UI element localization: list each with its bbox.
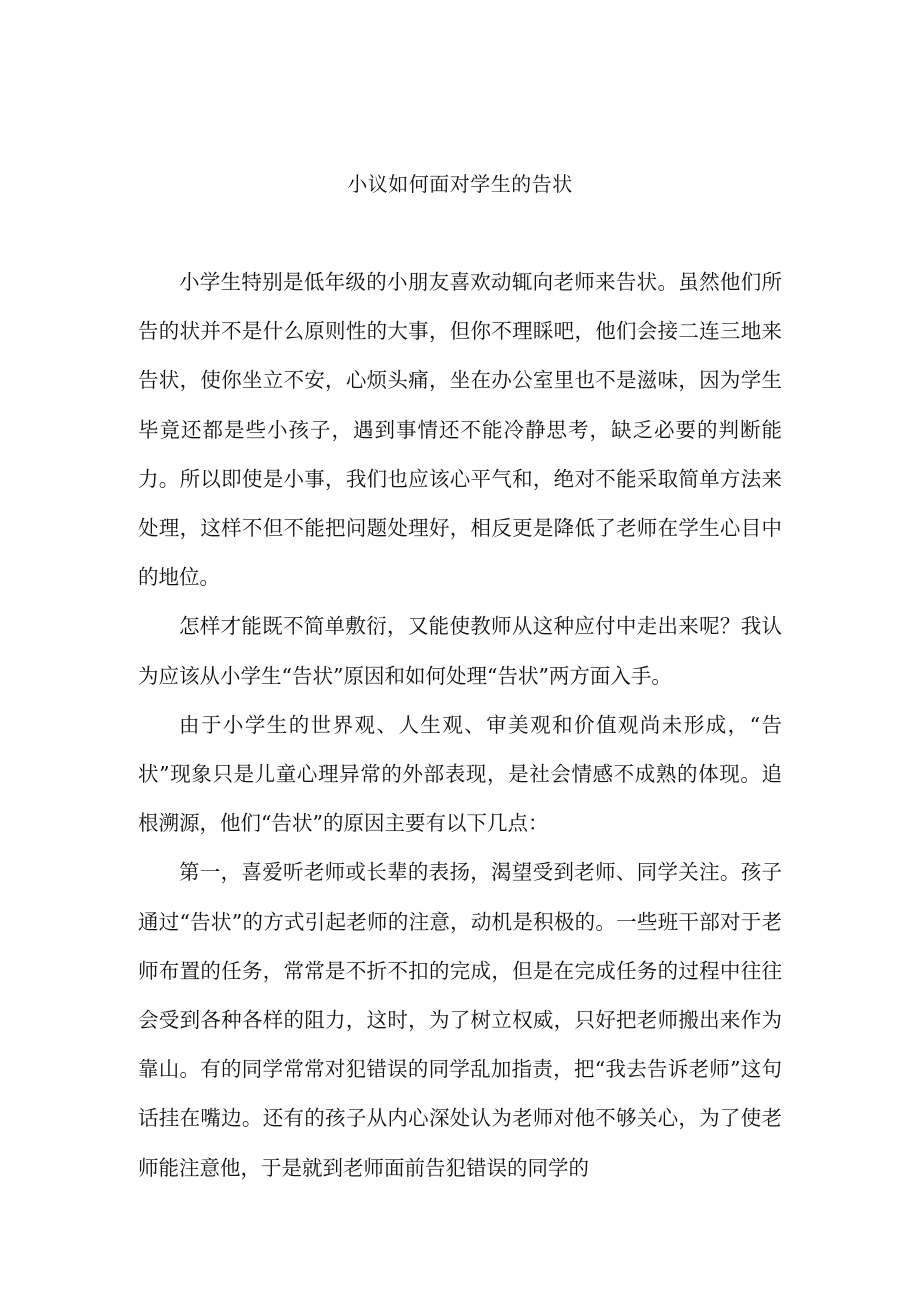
document-title: 小议如何面对学生的告状 [347, 172, 573, 196]
paragraph-3: 由于小学生的世界观、人生观、审美观和价值观尚未形成，“告状”现象只是儿童心理异常的外部表现，是社会情感不成熟的体现。追根溯源，他们“告状”的原因主要有以下几点： [138, 712, 782, 836]
document-body [138, 258, 782, 1193]
paragraph-4: 第一，喜爱听老师或长辈的表扬，渴望受到老师、同学关注。孩子通过“告状”的方式引起老师的注意，动机是积极的。一些班干部对于老师布置的任务，常常是不折不扣的完成，但是在完成任务的过程中往往会受到各种各样的阻力，这时，为了树立权威，只好把老师搬出来作为靠山。有的同学常常对犯错误的同学乱加指责，把“我去告诉老师”这句话挂在嘴边。还有的孩子从内心深处认为老师对他不够关心，为了使老师能注意他，于是就到老师面前告犯错误的同学的 [138, 860, 782, 1180]
paragraph-2: 怎样才能既不简单敷衍，又能使教师从这种应付中走出来呢？我认为应该从小学生“告状”原因和如何处理“告状”两方面入手。 [138, 614, 782, 688]
paragraph-1: 小学生特别是低年级的小朋友喜欢动辄向老师来告状。虽然他们所告的状并不是什么原则性的大事，但你不理睬吧，他们会接二连三地来告状，使你坐立不安，心烦头痛，坐在办公室里也不是滋味，因为学生毕竟还都是些小孩子，遇到事情还不能冷静思考，缺乏必要的判断能力。所以即使是小事，我们也应该心平气和，绝对不能采取简单方法来处理，这样不但不能把问题处理好，相反更是降低了老师在学生心目中的地位。 [138, 270, 782, 590]
